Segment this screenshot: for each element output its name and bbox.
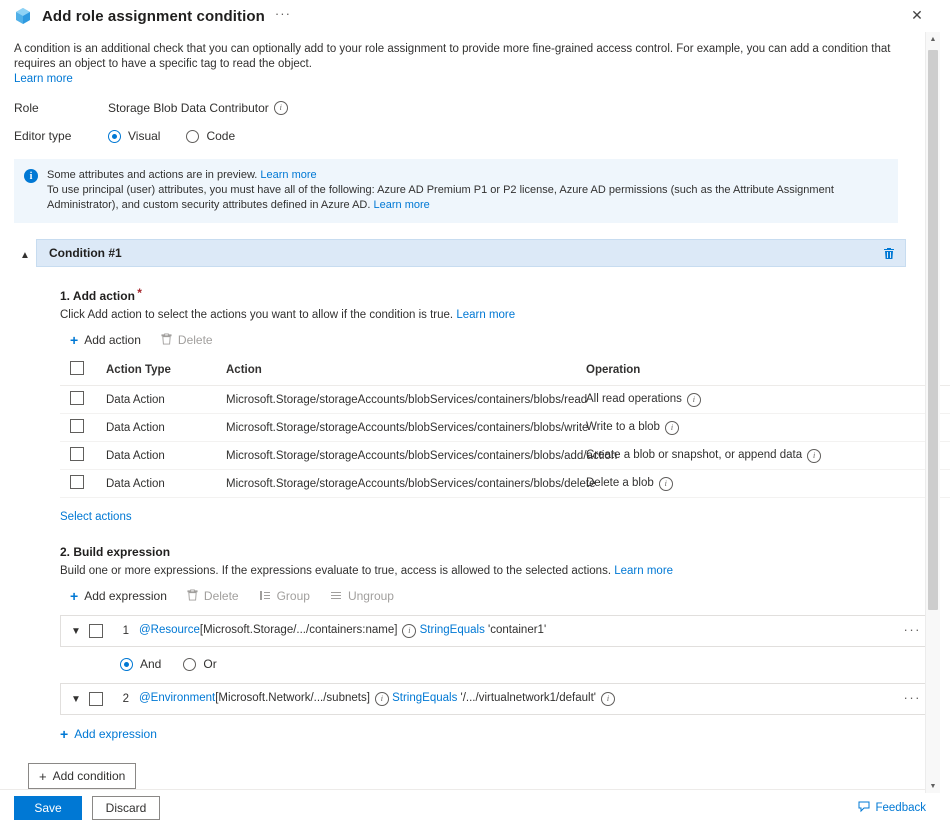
row-checkbox[interactable] [70, 475, 84, 489]
radio-dot-or [183, 658, 196, 671]
build-expression-description [60, 565, 950, 577]
expression-attribute-suffix: [Microsoft.Network/.../subnets] [215, 692, 370, 704]
radio-dot-visual [108, 130, 121, 143]
radio-label-and: And [140, 657, 162, 671]
add-action-title-text: 1. Add action [60, 289, 135, 303]
row-operation-info-icon[interactable]: i [687, 393, 701, 407]
add-action-description [60, 309, 950, 321]
expression-number: 2 [122, 693, 129, 705]
build-expression-command-bar [60, 589, 950, 603]
ungroup-button-label: Ungroup [347, 589, 394, 603]
add-expression-bottom-label[interactable]: Add expression [74, 727, 157, 741]
scrollbar-thumb[interactable] [928, 50, 938, 610]
select-all-actions-checkbox[interactable] [70, 361, 84, 375]
trash-icon [161, 333, 172, 347]
plus-icon: + [60, 726, 69, 742]
expression-attribute-suffix: [Microsoft.Storage/.../containers:name] [199, 624, 398, 636]
radio-dot-and [120, 658, 133, 671]
row-select-cell [60, 414, 106, 442]
expression-value-info-icon[interactable]: i [601, 692, 615, 706]
scroll-down-icon[interactable]: ▼ [929, 782, 937, 790]
chevron-down-icon[interactable]: ▼ [71, 625, 81, 637]
feedback-icon [858, 801, 870, 815]
radio-label-or: Or [203, 657, 217, 671]
panel-footer [0, 789, 940, 826]
select-actions-link[interactable]: Select actions [60, 511, 132, 523]
panel-content [0, 32, 940, 789]
discard-button[interactable]: Discard [92, 796, 160, 820]
add-expression-bottom-row [60, 727, 950, 741]
scroll-up-icon[interactable]: ▲ [929, 35, 937, 43]
intro-text [14, 42, 910, 87]
row-action: Microsoft.Storage/storageAccounts/blobServices/containers/blobs/read [226, 386, 586, 414]
expression-text [139, 624, 904, 638]
banner-line2: To use principal (user) attributes, you must have all of the following: Azure AD Premium P1 or P2 license, Azure AD permissions (such as the Attribute Assignment Administrator), and custom security attributes defined in Azure AD. [47, 184, 834, 211]
expression-attribute-info-icon[interactable]: i [402, 624, 416, 638]
azure-cube-logo [14, 7, 32, 25]
preview-info-banner [14, 159, 898, 223]
condition-body [36, 239, 950, 741]
add-expression-button-label: Add expression [84, 589, 167, 603]
editor-type-radio-group [108, 129, 235, 143]
row-checkbox[interactable] [70, 391, 84, 405]
banner-line1-learn-more-link[interactable]: Learn more [260, 169, 317, 181]
row-operation-info-icon[interactable]: i [807, 449, 821, 463]
plus-icon: + [39, 768, 47, 784]
row-operation-cell [586, 442, 906, 470]
group-icon [259, 589, 271, 603]
group-button-label: Group [276, 589, 310, 603]
add-expression-button[interactable] [70, 589, 167, 603]
add-condition-button-label: Add condition [52, 769, 126, 783]
expression-text [139, 692, 904, 706]
role-info-icon[interactable]: i [274, 101, 288, 115]
role-row [14, 101, 910, 115]
expression-menu-button[interactable]: ··· [903, 621, 921, 637]
table-row[interactable] [60, 442, 950, 470]
row-action-type: Data Action [106, 386, 226, 414]
table-row[interactable] [60, 470, 950, 498]
row-action: Microsoft.Storage/storageAccounts/blobServices/containers/blobs/write [226, 414, 586, 442]
trash-icon [187, 589, 198, 603]
build-expression-description-text: Build one or more expressions. If the expressions evaluate to true, access is allowed to the selected actions. [60, 565, 612, 577]
condition-card [14, 239, 921, 742]
radio-dot-code [186, 130, 199, 143]
expression-operator[interactable]: StringEquals [392, 692, 458, 704]
add-condition-button[interactable] [28, 763, 136, 789]
banner-line2-learn-more-link[interactable]: Learn more [373, 199, 430, 211]
add-action-button-label: Add action [84, 333, 141, 347]
intro-learn-more-link[interactable]: Learn more [14, 73, 73, 85]
expression-attribute-info-icon[interactable]: i [375, 692, 389, 706]
delete-expression-button[interactable] [187, 589, 239, 603]
panel-titlebar [0, 0, 940, 32]
intro-paragraph: A condition is an additional check that you can optionally add to your role assignment to provide more fine-grained access control. For example, you can add a condition that requires an object to have a specific tag to read the object. [14, 43, 891, 70]
vertical-scrollbar[interactable] [925, 32, 940, 793]
plus-icon: + [70, 332, 79, 348]
radio-editor-visual[interactable] [108, 129, 160, 143]
condition-header [36, 239, 906, 267]
ungroup-icon [330, 589, 342, 603]
actions-table [60, 357, 950, 498]
row-checkbox[interactable] [70, 447, 84, 461]
row-operation-cell [586, 470, 906, 498]
more-options-button[interactable]: ··· [274, 6, 291, 21]
required-indicator: * [137, 286, 142, 300]
actions-table-header-row [60, 357, 950, 386]
row-operation-info-icon[interactable]: i [665, 421, 679, 435]
add-action-learn-more-link[interactable]: Learn more [456, 309, 516, 321]
row-operation: Write to a blob [586, 420, 660, 433]
build-expression-title: 2. Build expression [60, 545, 171, 559]
expression-row-1[interactable] [60, 615, 932, 647]
feedback-label: Feedback [875, 802, 926, 814]
condition-title: Condition #1 [49, 246, 122, 260]
close-icon[interactable]: ✕ [911, 6, 923, 23]
add-action-section [36, 286, 950, 523]
row-action-type: Data Action [106, 470, 226, 498]
row-action-type: Data Action [106, 442, 226, 470]
add-action-button[interactable] [70, 333, 141, 347]
role-value-group [108, 101, 288, 115]
expression-checkbox[interactable] [89, 692, 103, 706]
banner-text [47, 168, 888, 213]
add-action-command-bar [60, 333, 950, 347]
select-actions-row [60, 511, 950, 523]
save-button[interactable]: Save [14, 796, 82, 820]
build-expression-learn-more-link[interactable]: Learn more [614, 565, 674, 577]
row-action: Microsoft.Storage/storageAccounts/blobServices/containers/blobs/add/action [226, 442, 586, 470]
row-operation-info-icon[interactable]: i [659, 477, 673, 491]
expression-number: 1 [122, 625, 129, 637]
row-operation-cell [586, 414, 906, 442]
expression-attribute[interactable]: @Resource [139, 624, 200, 636]
add-expression-bottom-button[interactable] [60, 727, 950, 741]
radio-label-code: Code [206, 129, 236, 143]
expression-value: 'container1' [488, 624, 547, 636]
ungroup-button[interactable] [330, 589, 394, 603]
editor-type-row [14, 129, 910, 143]
table-row[interactable] [60, 414, 950, 442]
build-expression-section [36, 545, 950, 741]
row-operation: Create a blob or snapshot, or append data [586, 448, 803, 461]
expression-value: '/.../virtualnetwork1/default' [460, 692, 596, 704]
expression-attribute[interactable]: @Environment [139, 692, 216, 704]
banner-line1: Some attributes and actions are in preview. [47, 169, 258, 181]
column-operation: Operation [586, 357, 906, 386]
expression-checkbox[interactable] [89, 624, 103, 638]
delete-action-button[interactable] [161, 333, 213, 347]
row-operation-cell [586, 386, 906, 414]
select-all-actions-cell [60, 357, 106, 386]
radio-or[interactable] [183, 657, 216, 671]
feedback-button[interactable] [858, 801, 926, 815]
radio-label-visual: Visual [128, 129, 161, 143]
expression-operator[interactable]: StringEquals [419, 624, 485, 636]
info-icon: i [24, 169, 38, 183]
logical-operator-group [120, 657, 950, 671]
column-action: Action [226, 357, 586, 386]
plus-icon: + [70, 588, 79, 604]
column-action-type: Action Type [106, 357, 226, 386]
table-row[interactable] [60, 386, 950, 414]
group-button[interactable] [259, 589, 310, 603]
row-operation: Delete a blob [586, 476, 654, 489]
row-operation: All read operations [586, 392, 682, 405]
add-action-title [60, 286, 142, 303]
role-label: Role [14, 101, 39, 115]
radio-and[interactable] [120, 657, 161, 671]
role-value: Storage Blob Data Contributor [108, 101, 269, 115]
expression-menu-button[interactable]: ··· [903, 689, 921, 705]
row-select-cell [60, 386, 106, 414]
add-action-description-text: Click Add action to select the actions you want to allow if the condition is true. [60, 309, 454, 321]
radio-editor-code[interactable] [186, 129, 235, 143]
row-checkbox[interactable] [70, 419, 84, 433]
expression-row-2[interactable] [60, 683, 932, 715]
row-select-cell [60, 442, 106, 470]
chevron-down-icon[interactable]: ▼ [71, 693, 81, 705]
row-action: Microsoft.Storage/storageAccounts/blobServices/containers/blobs/delete [226, 470, 586, 498]
row-action-type: Data Action [106, 414, 226, 442]
condition-delete-icon[interactable] [881, 247, 897, 260]
editor-type-label: Editor type [14, 129, 72, 143]
row-select-cell [60, 470, 106, 498]
delete-expression-button-label: Delete [203, 589, 239, 603]
delete-action-button-label: Delete [177, 333, 213, 347]
chevron-up-icon[interactable]: ▲ [20, 250, 30, 261]
page-title: Add role assignment condition [42, 7, 265, 25]
